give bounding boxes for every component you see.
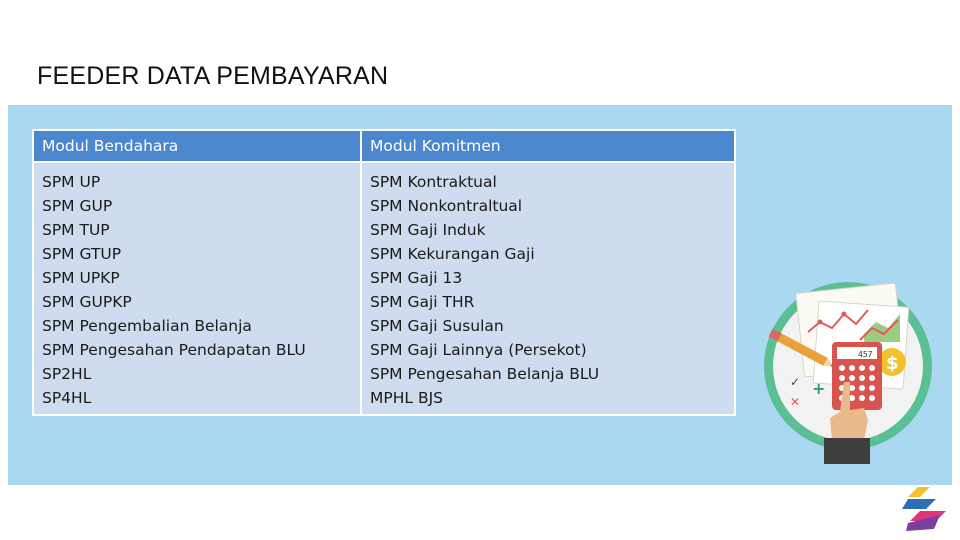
header-modul-komitmen: Modul Komitmen xyxy=(361,130,735,162)
list-item: MPHL BJS xyxy=(370,389,443,407)
table-header-row xyxy=(33,130,735,162)
list-item: SPM Kekurangan Gaji xyxy=(370,245,535,263)
list-item: SPM Nonkontraltual xyxy=(370,197,523,215)
komitmen-list xyxy=(361,162,735,415)
feeder-table xyxy=(32,129,736,416)
list-item: SP4HL xyxy=(42,389,92,407)
list-item: SPM Gaji Induk xyxy=(370,221,486,239)
list-item: SPM GTUP xyxy=(42,245,122,263)
list-item: SPM Gaji Lainnya (Persekot) xyxy=(370,341,587,359)
list-item: SPM GUPKP xyxy=(42,293,132,311)
svg-text:+: + xyxy=(812,379,826,398)
list-item: SPM Gaji 13 xyxy=(370,269,463,287)
list-item: SPM UP xyxy=(42,173,101,191)
header-modul-bendahara: Modul Bendahara xyxy=(33,130,361,162)
bendahara-list xyxy=(33,162,361,415)
list-item: SPM TUP xyxy=(42,221,110,239)
list-item: SPM GUP xyxy=(42,197,113,215)
logo-icon xyxy=(900,485,950,533)
finance-calculator-icon xyxy=(760,270,950,470)
list-item: SP2HL xyxy=(42,365,92,383)
list-item: SPM Pengesahan Belanja BLU xyxy=(370,365,600,383)
list-item: SPM Pengembalian Belanja xyxy=(42,317,252,335)
list-item: SPM Gaji THR xyxy=(370,293,475,311)
svg-text:457: 457 xyxy=(858,350,873,359)
table-row xyxy=(33,162,735,415)
list-item: SPM Kontraktual xyxy=(370,173,497,191)
page-title: FEEDER DATA PEMBAYARAN xyxy=(37,62,389,90)
list-item: SPM Gaji Susulan xyxy=(370,317,504,335)
svg-text:✓: ✓ xyxy=(790,375,801,389)
list-item: SPM Pengesahan Pendapatan BLU xyxy=(42,341,306,359)
svg-text:✕: ✕ xyxy=(790,395,801,409)
svg-text:$: $ xyxy=(886,353,899,374)
list-item: SPM UPKP xyxy=(42,269,120,287)
